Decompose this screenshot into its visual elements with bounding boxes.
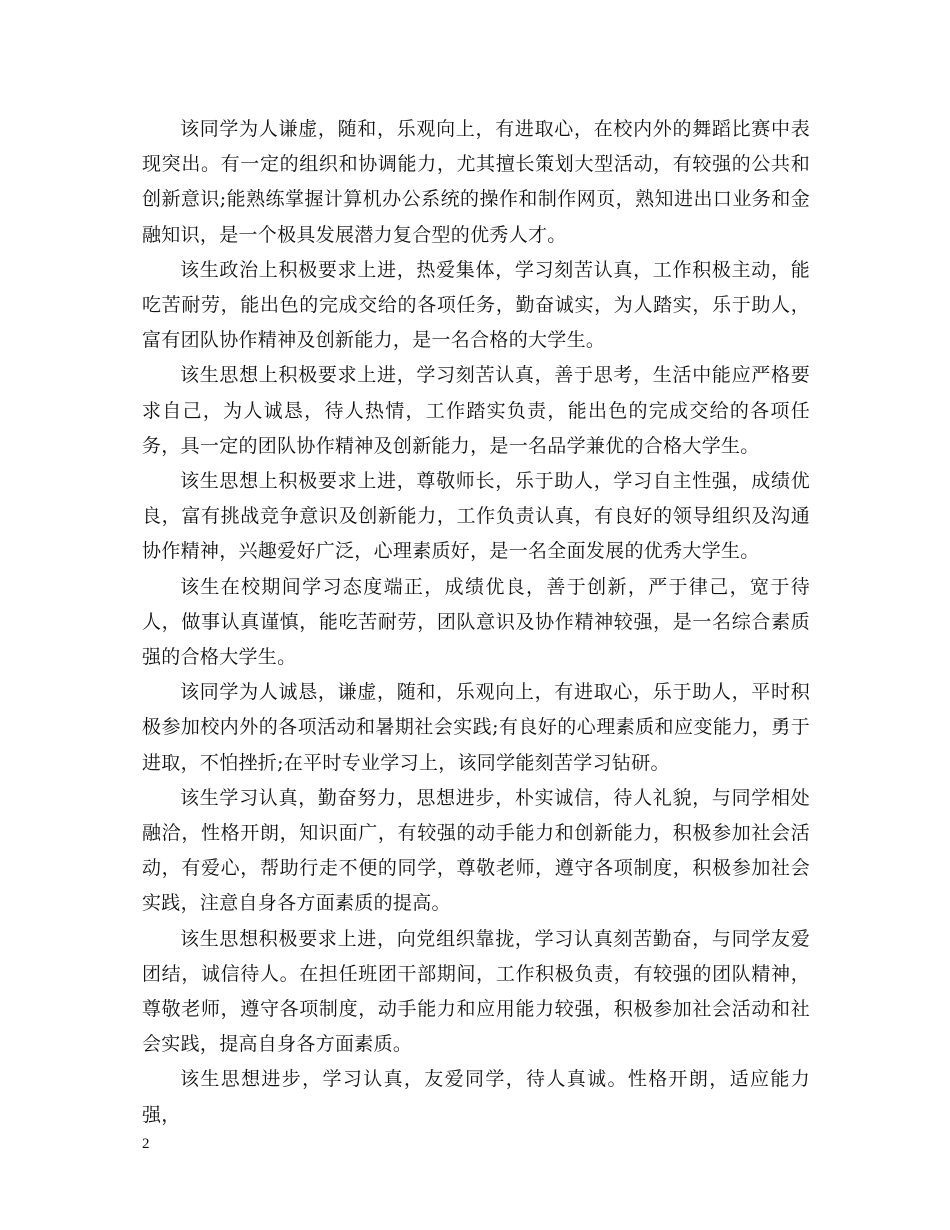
- paragraph-3: 该生思想上积极要求上进，学习刻苦认真，善于思考，生活中能应严格要求自己，为人诚恳，待人热情，工作踏实负责，能出色的完成交给的各项任务，具一定的团队协作精神及创新能力，是一名品学兼优的合格大学生。: [142, 364, 810, 457]
- paragraph-9: 该生思想进步，学习认真，友爱同学，待人真诚。性格开朗，适应能力强，: [142, 1068, 810, 1126]
- paragraph-2: 该生政治上积极要求上进，热爱集体，学习刻苦认真，工作积极主动，能吃苦耐劳，能出色的完成交给的各项任务，勤奋诚实，为人踏实，乐于助人，富有团队协作精神及创新能力，是一名合格的大学生。: [142, 258, 810, 352]
- paragraph-5: 该生在校期间学习态度端正，成绩优良，善于创新，严于律己，宽于待人，做事认真谨慎，能吃苦耐劳，团队意识及协作精神较强，是一名综合素质强的合格大学生。: [142, 575, 810, 669]
- paragraph-6: 该同学为人诚恳，谦虚，随和，乐观向上，有进取心，乐于助人，平时积极参加校内外的各项活动和暑期社会实践;有良好的心理素质和应变能力，勇于进取，不怕挫折;在平时专业学习上，该同学能刻苦学习钻研。: [142, 681, 810, 774]
- page-number: 2: [142, 1136, 150, 1152]
- document-body: [142, 112, 810, 1133]
- paragraph-7: 该生学习认真，勤奋努力，思想进步，朴实诚信，待人礼貌，与同学相处融洽，性格开朗，知识面广，有较强的动手能力和创新能力，积极参加社会活动，有爱心，帮助行走不便的同学，尊敬老师，遵守各项制度，积极参加社会实践，注意自身各方面素质的提高。: [142, 786, 810, 915]
- paragraph-4: 该生思想上积极要求上进，尊敬师长，乐于助人，学习自主性强，成绩优良，富有挑战竞争意识及创新能力，工作负责认真，有良好的领导组织及沟通协作精神，兴趣爱好广泛，心理素质好，是一名全面发展的优秀大学生。: [142, 470, 810, 563]
- paragraph-8: 该生思想积极要求上进，向党组织靠拢，学习认真刻苦勤奋，与同学友爱团结，诚信待人。在担任班团干部期间，工作积极负责，有较强的团队精神，尊敬老师，遵守各项制度，动手能力和应用能力较强，积极参加社会活动和社会实践，提高自身各方面素质。: [142, 927, 810, 1056]
- paragraph-1: 该同学为人谦虚，随和，乐观向上，有进取心，在校内外的舞蹈比赛中表现突出。有一定的组织和协调能力，尤其擅长策划大型活动，有较强的公共和创新意识;能熟练掌握计算机办公系统的操作和制作网页，熟知进出口业务和金融知识，是一个极具发展潜力复合型的优秀人才。: [142, 118, 810, 246]
